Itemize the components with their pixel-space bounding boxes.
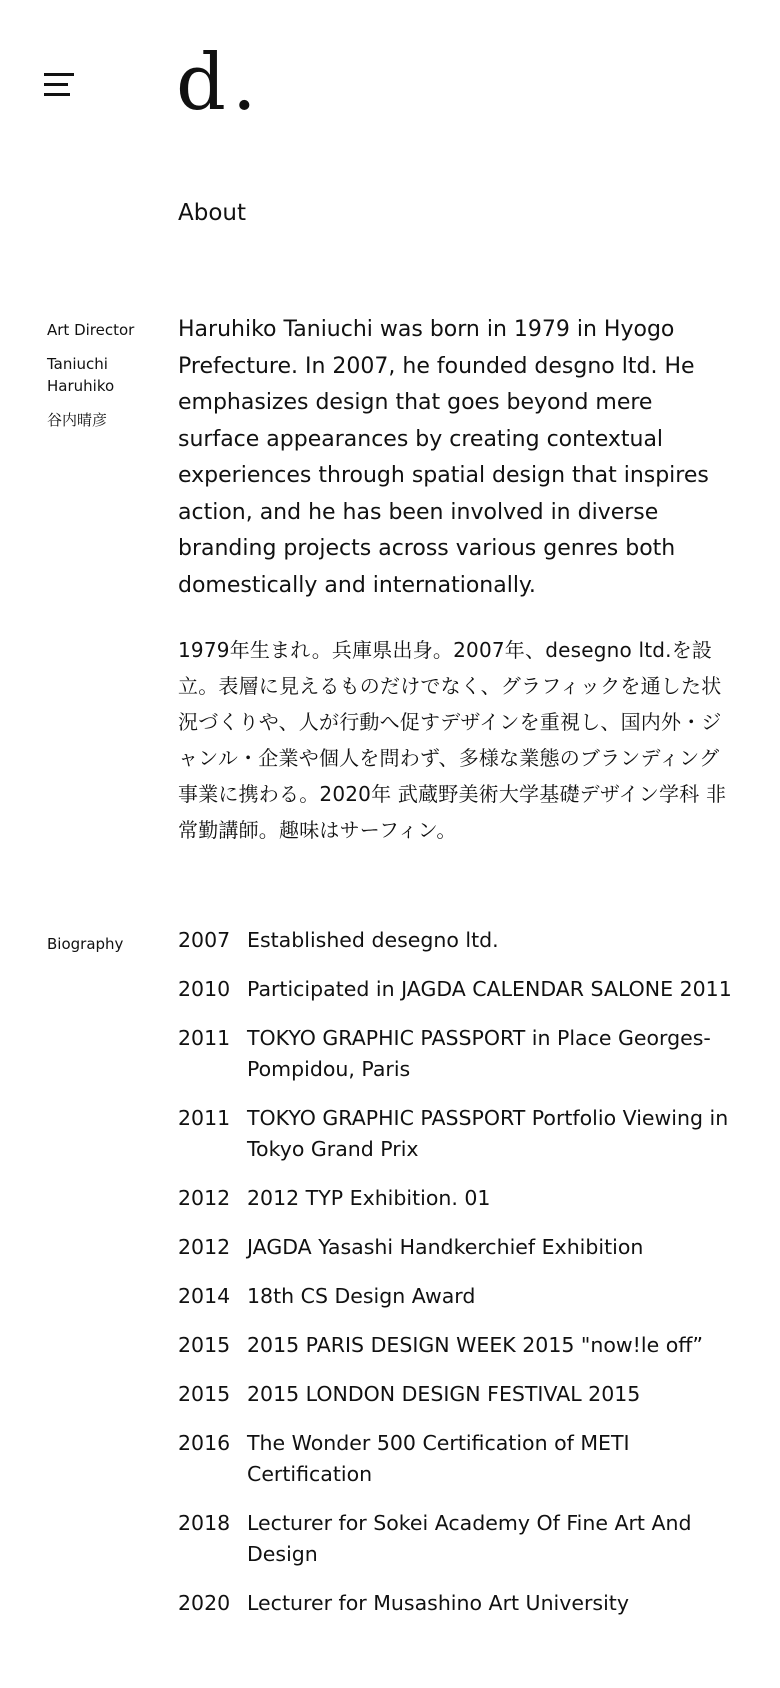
biography-item <box>178 1281 740 1312</box>
site-logo[interactable]: d. <box>176 38 263 128</box>
biography-year: 2014 <box>178 1284 231 1308</box>
biography-item <box>178 1103 740 1165</box>
biography-year: 2012 <box>178 1235 231 1259</box>
biography-text: 18th CS Design Award <box>247 1284 476 1308</box>
about-text-english: Haruhiko Taniuchi was born in 1979 in Hyogo Prefecture. In 2007, he founded desgno ltd. He emphasizes design that goes beyond mere surface appearances by creating contextual experiences through spatial design that inspires action, and he has been involved in diverse branding projects across various genres both domestically and internationally. <box>178 317 709 598</box>
biography-text: TOKYO GRAPHIC PASSPORT in Place Georges-Pompidou, Paris <box>247 1026 711 1081</box>
biography-year: 2011 <box>178 1106 231 1130</box>
hamburger-menu-icon[interactable] <box>44 73 74 99</box>
biography-year: 2007 <box>178 928 231 952</box>
biography-item <box>178 1023 740 1085</box>
biography-year: 2015 <box>178 1382 231 1406</box>
biography-text: JAGDA Yasashi Handkerchief Exhibition <box>247 1235 644 1259</box>
biography-item <box>178 1508 740 1570</box>
biography-item <box>178 925 740 956</box>
biography-label: Biography <box>47 935 124 953</box>
biography-item <box>178 1379 740 1410</box>
biography-year: 2020 <box>178 1591 231 1615</box>
biography-text: TOKYO GRAPHIC PASSPORT Portfolio Viewing in Tokyo Grand Prix <box>247 1106 729 1161</box>
biography-item <box>178 1588 740 1619</box>
menu-line <box>44 93 70 96</box>
page-title: About <box>178 200 247 226</box>
biography-text: 2015 LONDON DESIGN FESTIVAL 2015 <box>247 1382 641 1406</box>
profile-name-en: Taniuchi Haruhiko <box>47 355 115 395</box>
menu-line <box>44 83 68 86</box>
biography-year: 2012 <box>178 1186 231 1210</box>
biography-item <box>178 1232 740 1263</box>
profile-meta <box>47 319 167 431</box>
biography-text: Lecturer for Musashino Art University <box>247 1591 629 1615</box>
biography-item <box>178 974 740 1005</box>
menu-line <box>44 73 74 76</box>
biography-item <box>178 1330 740 1361</box>
biography-year: 2011 <box>178 1026 231 1050</box>
about-text-japanese: 1979年生まれ。兵庫県出身。2007年、desegno ltd.を設立。表層に見えるものだけでなく、グラフィックを通した状況づくりや、人が行動へ促すデザインを重視し、国内外・ジャンル・企業や個人を問わず、多様な業態のブランディング事業に携わる。2020年 武蔵野美術大学基礎デザイン学科 非常勤講師。趣味はサーフィン。 <box>178 638 727 842</box>
biography-text: Lecturer for Sokei Academy Of Fine Art And Design <box>247 1511 692 1566</box>
biography-text: 2015 PARIS DESIGN WEEK 2015 "now!le off” <box>247 1333 703 1357</box>
biography-text: The Wonder 500 Certification of METI Certification <box>247 1431 630 1486</box>
profile-name-ja: 谷内晴彦 <box>47 411 108 429</box>
biography-item <box>178 1428 740 1490</box>
biography-item <box>178 1183 740 1214</box>
biography-list <box>178 925 740 1637</box>
biography-year: 2010 <box>178 977 231 1001</box>
biography-text: 2012 TYP Exhibition. 01 <box>247 1186 491 1210</box>
biography-year: 2016 <box>178 1431 231 1455</box>
biography-year: 2018 <box>178 1511 231 1535</box>
biography-text: Established desegno ltd. <box>247 928 499 952</box>
biography-year: 2015 <box>178 1333 231 1357</box>
biography-text: Participated in JAGDA CALENDAR SALONE 2011 <box>247 977 732 1001</box>
profile-role: Art Director <box>47 321 135 339</box>
